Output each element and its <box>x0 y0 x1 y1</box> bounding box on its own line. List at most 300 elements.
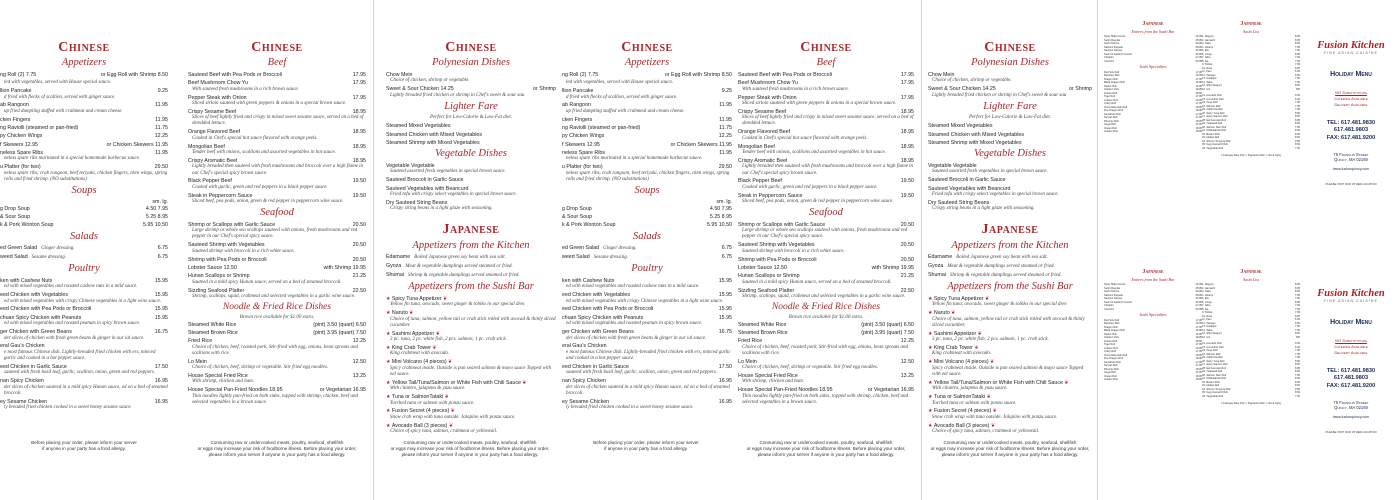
item-name-text: Mini Volcano (4 pieces) <box>391 359 447 366</box>
sushi-price: 18.95 <box>1195 353 1202 357</box>
sushi-name: 33. Alaska Roll <box>1202 136 1220 140</box>
sushi-name: 24. Salmon Roll <box>1202 352 1221 356</box>
sushi-price: 25.95 <box>1195 286 1202 290</box>
item-name: Sauteed Vegetables with Beancurd <box>386 185 469 192</box>
menu-item-row <box>188 257 366 263</box>
item-name: llion Pancake <box>562 88 594 95</box>
sushi-name: Phoenix Roll <box>1104 367 1119 371</box>
menu-item <box>0 278 168 291</box>
sushi-name: 1. Maguro <box>1202 35 1214 39</box>
sushi-name: 22. Cucumber Roll <box>1202 345 1224 349</box>
menu-item <box>188 144 366 157</box>
item-description: With shrimp, chicken and ham. <box>192 379 254 385</box>
menu-item <box>562 364 732 377</box>
menu-item-row <box>188 72 366 78</box>
menu-item-row <box>188 265 366 271</box>
sushi-bar-item <box>928 310 1092 329</box>
poultry-list-2 <box>562 278 732 411</box>
item-price: 15.95 <box>718 314 732 321</box>
sushi-name: 35. Negi Hamachi Roll <box>1202 391 1228 395</box>
menu-item <box>386 200 556 213</box>
sushi-price: 8.50 <box>1294 370 1300 374</box>
cover-top: Fusion Kitchen FINE ASIAN CUISINE Holiday Menu NO Substitutions Catering Available Delivery Available TEL: 617.481.9830 617.481.9803 FAX: 617.481.9200 75 Franklin Street Quincy, MA 02169 www.fusionquincy.com PLEASE VISIT OUR OTHER LOCATION <box>1306 40 1396 187</box>
sushi-bar-item <box>386 359 556 378</box>
item-name: Black Pepper Beef <box>738 178 782 185</box>
item-description: ed with mixed vegetables and roasted cashew nuts in a mild sauce. <box>4 284 138 290</box>
item-name: Crispy Sesame Beef <box>738 108 787 115</box>
sushi-name: 14. Saba <box>1202 328 1213 332</box>
item-name: Lo Mein <box>738 358 757 365</box>
sushi-name: Fusion Roll <box>1104 339 1117 343</box>
item-price: 15.95 <box>154 292 168 299</box>
kitchen-heading-2: Appetizers from the Kitchen <box>951 239 1069 251</box>
sushi-price: 7.50 <box>1294 373 1300 377</box>
sushi-list-row <box>1202 88 1300 92</box>
item-name: Beef Mushroom Chow Yu <box>738 80 798 87</box>
sushi-price: 18.95 <box>1195 130 1202 134</box>
menu-item-row <box>738 72 914 78</box>
item-price: (pint) 3.50 (quart) 6.50 <box>861 321 914 328</box>
sushi-price: 18.95 <box>1195 91 1202 95</box>
item-description: Choice of chicken, beef, roasted pork, Stir-fried with egg, onions, bean sprouts and scallions with rice. <box>192 344 359 356</box>
menu-item <box>738 387 914 406</box>
item-description: With cilantro, jalapeno & yuzu sauce. <box>390 386 466 392</box>
item-name: nan Spicy Chicken <box>562 378 606 385</box>
salad-row <box>0 245 168 252</box>
soup-name: k & Pork Wonton Soup <box>562 222 616 229</box>
sushi-price: 8.95 <box>1294 35 1300 39</box>
salad-row <box>562 254 732 261</box>
hot-spicy-icon: ❦ <box>520 379 527 386</box>
sushi-price: 16.95 <box>1195 84 1202 88</box>
item-name: Mongolian Beef <box>188 143 225 150</box>
item-price: 20.50 <box>352 242 366 249</box>
menu-item <box>738 322 914 328</box>
item-price: or Egg Roll with Shrimp 8.50 <box>664 71 732 78</box>
hot-spicy-icon: ❦ <box>449 408 455 415</box>
item-name: Sauteed Beef with Pea Pods or Broccoli <box>738 71 832 78</box>
sushi-name: Sashimi Regular <box>1104 293 1124 297</box>
menu-sheet-3 <box>922 0 1096 500</box>
item-name: Pepper Steak with Onion <box>738 94 797 101</box>
signature-star-icon: ★ <box>928 295 934 302</box>
menu-item-row <box>562 125 732 131</box>
item-name: ng Roll (2) 7.75 <box>0 71 37 78</box>
item-name-text: Yellow Tail/Tuna/Salmon or White Fish with Chili Sauce <box>391 379 521 386</box>
vegetable-list-2 <box>928 163 1092 212</box>
menu-item <box>386 254 556 261</box>
item-name: Vegetable Vegetable <box>928 162 977 169</box>
menu-item-row <box>0 133 168 139</box>
item-name: ger Chicken with Green Beans <box>0 329 72 336</box>
item-description: Meat & vegetable dumplings served steamed or fried. <box>405 264 513 270</box>
item-name: Mongolian Beef <box>738 143 775 150</box>
menu-item <box>928 86 1092 99</box>
sushi-price: 7.95 <box>1294 101 1300 105</box>
salads-heading: Salads <box>69 230 98 242</box>
menu-item <box>738 242 914 255</box>
sushi-price: 7.50 <box>1294 49 1300 53</box>
item-price: 16.75 <box>154 329 168 336</box>
item-name: Edamame Boiled Japanese green soy bean with sea salt. <box>928 254 1048 261</box>
sushi-name: 36. Vegetable Roll <box>1202 146 1224 150</box>
menu-item <box>188 338 366 357</box>
signature-star-icon: ★ <box>928 379 934 386</box>
soup-row <box>562 214 732 220</box>
sushi-name: 7. Tako <box>1202 56 1211 60</box>
sushi-price: 7.50 <box>1294 77 1300 81</box>
menu-item <box>738 359 914 372</box>
sushi-list-bottom: Japanese Sushi List 1. Maguro 8.95 2. Hamachi 8.95 3. Sake 8.50 4. Hirame 7.95 5. Ebi 7.50 6. Unagi 8.95 7. Tako 7.95 8. Ika 7.50 9. Tobiko 7.95 10. Ikura 8.95 11. Kani 6.95 12. Tamago 6.50 13. Hokkigai 7.50 14. Saba 7.50 15. Shiro Maguro 8.50 16. Uni MP 21. Avocado Roll 6.50 22. Cucumber Roll 6.25 23. Tuna Roll 7.95 24. Salmon Roll 7.95 25. California Roll 7.95 26. Spicy Tuna Roll 8.50 27. Spicy Salmon Roll 8.50 28. Eel Avocado Roll 8.95 29. Yellowtail Roll 8.50 30. Salmon Skin Roll 7.50 31. Philadelphia Roll 8.50 32. Boston Roll 8.25 33. Alaska Roll 8.50 34. Shrimp Tempura Roll 9.50 35. Negi Hamachi Roll 8.50 36. Vegetable Roll 7.50 = Indicates Raw Fish = Signature Dish = Hot & Spicy <box>1202 269 1300 406</box>
soup-row <box>562 222 732 228</box>
sushi-price: 8.95 <box>1294 286 1300 290</box>
item-name: Steak in Peppercorn Sauce <box>188 192 253 199</box>
sushi-price: 25.95 <box>1195 38 1202 42</box>
appetizers-heading: Appetizers <box>61 57 107 69</box>
menu-item <box>562 80 732 86</box>
item-description: led with vegetables, served with House special sauce. <box>4 80 112 86</box>
salads-list-2 <box>562 245 732 261</box>
polynesian-heading-2: Polynesian Dishes <box>971 57 1049 69</box>
menu-item <box>928 123 1092 129</box>
menu-item-row <box>188 330 366 336</box>
soup-size-labels: sm. lg. <box>152 199 168 206</box>
item-description: Meat & vegetable dumplings served steamed or fried. <box>947 264 1055 270</box>
item-description: Thin noodles lightly pan-fried on both sides, topped with shrimp, chicken, beef and selected vegetables in a brown sauce. <box>742 393 908 405</box>
item-description: ed with mixed vegetables with crispy Chinese vegetables in a light wine sauce. <box>566 298 724 304</box>
sushi-name: 12. Tamago <box>1202 73 1216 77</box>
signature-star-icon: ★ <box>928 310 934 317</box>
sushibar-heading-2: Appetizers from the Sushi Bar <box>947 281 1073 293</box>
item-name: Shumai Shrimp & vegetable dumplings served steamed or fried. <box>386 272 520 279</box>
sushi-bar-item <box>928 408 1092 421</box>
sushi-price: 17.95 <box>1195 123 1202 127</box>
item-description: Shrimp, scallops, squid, crabmeat and selected vegetables in a garlic wine sauce. <box>742 293 906 299</box>
item-description: Sliced beef, pea pods, onion, green & red pepper in peppercorn wine sauce. <box>742 199 894 205</box>
item-price: 11.95 <box>155 102 168 109</box>
sushi-price: 8.50 <box>1294 136 1300 140</box>
menu-item <box>738 158 914 177</box>
item-name: llion Pancake <box>0 88 32 95</box>
menu-item-row <box>562 306 732 312</box>
salads-list <box>0 245 168 261</box>
item-description: Sauteed assorted fresh vegetables in special brown sauce. <box>390 169 506 175</box>
sushi-price: 27.95 <box>1195 304 1202 308</box>
sushi-list-row <box>1104 378 1202 382</box>
sushi-list-row <box>1202 395 1300 399</box>
sushi-name: 9. Tobiko <box>1202 311 1213 315</box>
sushi-name: 26. Spicy Tuna Roll <box>1202 111 1225 115</box>
menu-item <box>0 72 168 78</box>
sushi-bar-item <box>928 345 1092 358</box>
sushi-price: 17.95 <box>1195 343 1202 347</box>
sushi-name: Tiger Roll <box>1104 343 1116 347</box>
item-name: Steamed Shrimp with Mixed Vegetables <box>386 139 480 146</box>
sushi-name: Una Don <box>1104 307 1115 311</box>
item-description: Boiled Japanese green soy bean with sea salt. <box>956 255 1048 261</box>
item-name: Steamed White Rice <box>188 321 237 328</box>
menu-item <box>0 306 168 312</box>
item-name: Sizzling Seafood Platter <box>738 287 795 294</box>
item-name: Steamed Brown Rice <box>738 329 788 336</box>
raw-warning-footer-3: Consuming raw or undercooked meats, poultry, seafood, shellfish or eggs may increase your risk of foodborne illness. Before placing your order, please inform your server if anyone in your party has a food allergy. <box>746 440 906 457</box>
item-price: 11.95 <box>719 149 732 156</box>
item-name: Fried Rice <box>738 338 763 345</box>
sushi-price: 36.95 <box>1195 300 1202 304</box>
sushi-name: 3. Sake <box>1202 42 1211 46</box>
item-description: Sliced sirloin sauteed with green peppers & onions in a special brown sauce. <box>742 100 897 106</box>
item-description: Shrimp & vegetable dumplings served steamed or fried. <box>949 273 1062 279</box>
kitchen-list-2 <box>928 254 1092 279</box>
item-name-text: Mini Volcano (4 pieces) <box>933 359 989 366</box>
item-name: u Platter (for two) <box>0 164 41 171</box>
menu-item <box>386 72 556 85</box>
noodle-note-2: Brown rice available for $1.00 extra. <box>788 315 864 321</box>
menu-item <box>0 329 168 342</box>
soup-name: & Sour Soup <box>0 214 31 220</box>
sushi-bar-item <box>928 380 1092 393</box>
sushi-price: 17.95 <box>1195 364 1202 368</box>
menu-item <box>562 72 732 78</box>
sushi-price: 16.95 <box>1195 332 1202 336</box>
sushi-name: Snow Mountain Roll <box>1104 353 1128 357</box>
sushi-name: 16. Uni <box>1202 335 1211 339</box>
item-price: (pint) 3.95 (quart) 7.50 <box>861 329 914 336</box>
sushi-name: 36. Vegetable Roll <box>1202 394 1224 398</box>
item-name: Sauteed Beef with Pea Pods or Broccoli <box>188 71 282 78</box>
holiday-menu-title-2: Holiday Menu <box>1330 319 1372 326</box>
item-price: 15.95 <box>718 306 732 313</box>
beef-panel-2 <box>738 38 914 408</box>
noodle-list <box>188 322 366 406</box>
sushi-price: 6.95 <box>1294 318 1300 322</box>
japanese-heading-2: Japanese <box>981 222 1039 238</box>
item-name: u Platter (for two) <box>562 164 603 171</box>
cover-bottom: Fusion Kitchen FINE ASIAN CUISINE Holiday Menu NO Substitutions Catering Available Delivery Available TEL: 617.481.9830 617.481.9803 FAX: 617.481.9200 75 Franklin Street Quincy, MA 02169 www.fusionquincy.com PLEASE VISIT OUR OTHER LOCATION <box>1306 288 1396 435</box>
noodle-heading: Noodle & Fried Rice Dishes <box>222 302 332 313</box>
item-description: Torched tuna or salmon with ponzu sauce. <box>932 400 1017 406</box>
item-description: 3 pc. tuna, 2 pc. white fish, 2 pcs. salmon, 1 pc. crab stick. <box>390 337 507 343</box>
item-description: Cooked with garlic, green and red peppers in a black pepper sauce. <box>742 184 878 190</box>
hot-spicy-icon: ❦ <box>430 344 437 351</box>
poultry-heading: Poultry <box>68 263 100 275</box>
item-description: Fried tofu with crispy select vegetables in special brown sauce. <box>932 192 1059 198</box>
item-price: 20.50 <box>900 221 914 228</box>
polynesian-list <box>386 72 556 99</box>
item-name: Steamed Shrimp with Mixed Vegetables <box>928 139 1022 146</box>
item-name: House Special Fried Rice <box>188 372 248 379</box>
sushi-bar-item <box>928 296 1092 309</box>
item-name: eed Chicken in Garlic Sauce <box>562 363 629 370</box>
sushi-price: MP <box>1296 87 1300 91</box>
sushi-price: 18.95 <box>1195 339 1202 343</box>
sushi-price: 17.95 <box>1195 95 1202 99</box>
kitchen-list <box>386 254 556 279</box>
item-name: Gyoza Meat & vegetable dumplings served steamed or fried. <box>386 263 513 270</box>
sushi-price: 7.50 <box>1294 146 1300 150</box>
item-name: Black Pepper Beef <box>188 178 232 185</box>
sushi-price: 6.50 <box>1294 73 1300 77</box>
chinese-appetizer-panel-2 <box>562 38 732 413</box>
menu-item <box>0 378 168 397</box>
item-description: King crabmeat with avocado. <box>932 351 992 357</box>
item-description: up fried dumpling stuffed with crabmeat and cream cheese. <box>566 108 685 114</box>
sushi-price: 18.95 <box>1195 126 1202 130</box>
item-name: Steamed Brown Rice <box>188 329 238 336</box>
item-description: Sliced beef, pea pods, onion, green & red pepper in peppercorn wine sauce. <box>192 199 344 205</box>
sushi-name: Sashimi Deluxe <box>1104 297 1123 301</box>
item-description: Choice of spicy tuna, salmon, crabmeat or yellowtail. <box>390 429 498 435</box>
hot-spicy-icon: ❦ <box>1062 379 1069 386</box>
lighter-heading-2: Lighter Fare <box>983 100 1037 112</box>
allergy-footer-2: Before placing your order, please inform your server if anyone in your party has a food allergy. <box>593 440 699 451</box>
sushi-name: 5. Ebi <box>1202 49 1209 53</box>
menu-item <box>188 109 366 128</box>
item-description: Cooked in Chef's special hot sauce flavored with orange peels. <box>192 135 318 141</box>
menu-sheet-4 <box>1098 0 1400 500</box>
item-description: Slices of beef lightly fried and crispy in mixed sweet sesame sauce, served on a bed of shredded lettuce. <box>742 115 914 127</box>
sushi-name: Sunset Roll <box>1104 364 1118 368</box>
item-price: 12.25 <box>154 133 168 140</box>
item-description: Large shrimp or whole sea scallops sauteed with onions, fresh mushrooms and red pepper in our Chef's special spicy sauce. <box>742 228 908 240</box>
sushi-price: 8.50 <box>1294 290 1300 294</box>
sushi-name: 2. Hamachi <box>1202 38 1216 42</box>
item-name: Crispy Sesame Beef <box>188 108 237 115</box>
item-description: d fried with flecks of scallion, served with ginger sauce. <box>566 94 678 100</box>
item-description: der slices of chicken sauteed in a mild spicy Hunan sauce, ed on a bed of steamed broccoli. <box>566 384 730 396</box>
sushi-price: 17.95 <box>1195 112 1202 116</box>
menu-item <box>738 273 914 286</box>
sushi-price: 8.95 <box>1294 300 1300 304</box>
item-name: Vegetable Vegetable <box>386 162 435 169</box>
sushi-name: 15. Shiro Maguro <box>1202 332 1222 336</box>
sushi-name: 25. California Roll <box>1202 356 1223 360</box>
sushi-price: 8.50 <box>1294 332 1300 336</box>
menu-item-row <box>188 387 366 393</box>
soups-list-2 <box>562 199 732 228</box>
phone-numbers: TEL: 617.481.9830 617.481.9803 FAX: 617.481.9200 <box>1326 120 1376 141</box>
sushi-price: 17.95 <box>1195 102 1202 106</box>
salad-row <box>0 254 168 261</box>
sushi-price: 22.95 <box>1195 35 1202 39</box>
menu-item <box>562 142 732 148</box>
sushi-price: 16.95 <box>1195 74 1202 78</box>
item-name-text: King Crab Tower <box>933 344 973 351</box>
sushi-price: 8.50 <box>1294 84 1300 88</box>
sushi-name: Sashimi Deluxe <box>1104 49 1123 53</box>
menu-item-row <box>0 306 168 312</box>
menu-item <box>386 186 556 199</box>
menu-item <box>562 343 732 362</box>
allergy-footer: Before placing your order, please inform your server if anyone in your party has a food allergy. <box>31 440 137 451</box>
menu-item <box>188 330 366 336</box>
menu-item <box>0 80 168 86</box>
chinese-heading-4: Chinese <box>621 40 673 55</box>
menu-item-row <box>0 125 168 131</box>
sushi-name: 6. Unagi <box>1202 52 1212 56</box>
item-price: 12.50 <box>352 358 366 365</box>
raw-warning-footer: Consuming raw or undercooked meats, poultry, seafood, shellfish or eggs may increase your risk of foodborne illness. Before placing your order, please inform your server if anyone in your party has a food allergy. <box>197 440 357 457</box>
menu-item <box>0 88 168 101</box>
menu-item <box>562 378 732 397</box>
sushi-price: 7.95 <box>1294 56 1300 60</box>
sushi-name: 11. Kani <box>1202 318 1212 322</box>
sushi-price: 17.95 <box>1195 318 1202 322</box>
menu-item <box>928 177 1092 183</box>
item-description: Spicy crabmeat inside. Outside is pan seared salmon & mayo sauce Topped with eel sauce. <box>390 365 552 377</box>
item-name-text: Yellow Tail/Tuna/Salmon or White Fish with Chili Sauce <box>933 379 1063 386</box>
lighter-note: Perfect for Low-Calorie & Low-Fat diet. <box>430 115 512 121</box>
item-name-text: Naruto <box>391 310 408 317</box>
sushi-name: Rainbow Roll <box>1104 322 1120 326</box>
sushi-name: 4. Hirame <box>1202 45 1214 49</box>
beef-heading-2: Beef <box>816 57 836 69</box>
sushi-price: 6.25 <box>1294 97 1300 101</box>
item-price: 13.25 <box>900 372 914 379</box>
item-price: or Shrimp <box>1069 86 1092 93</box>
item-description: ed with mixed vegetables and roasted peanuts in spicy brown sauce. <box>4 321 141 327</box>
sushi-name: Volcano Roll <box>1104 336 1119 340</box>
item-name: Sauteed Shrimp with Vegetables <box>188 242 265 249</box>
hot-spicy-icon: ❦ <box>434 330 440 337</box>
menu-item <box>0 142 168 148</box>
menu-item <box>188 178 366 191</box>
signature-star-icon: ★ <box>386 295 392 302</box>
item-price <box>165 343 168 349</box>
item-description: sauteed with fresh basil leaf, garlic, scallion, onion, green and red peppers. <box>4 370 156 376</box>
menu-item <box>188 129 366 142</box>
sushi-price: MP <box>1296 335 1300 339</box>
sushi-price: 6.95 <box>1294 70 1300 74</box>
item-price: 22.50 <box>900 287 914 294</box>
polynesian-list-2 <box>928 72 1092 99</box>
item-name: Crispy Aromatic Beef <box>738 158 788 164</box>
item-description: Tender beef with onions, scallions and assorted vegetables in hot sauce. <box>742 150 886 156</box>
item-name: Sweet & Sour Chicken 14.25 <box>928 86 996 93</box>
item-name: eed Chicken with Vegetables <box>0 292 69 299</box>
polynesian-panel <box>386 38 556 437</box>
menu-item <box>738 257 914 263</box>
sushi-name: Ocean Roll <box>1104 126 1117 130</box>
item-name-text: Sashimi Appetizer <box>933 330 977 337</box>
item-price: or Chicken Skewers 11.95 <box>106 141 168 148</box>
menu-item <box>738 144 914 157</box>
item-price: 18.95 <box>352 108 366 115</box>
signature-star-icon: ★ <box>386 359 392 366</box>
sushi-bar-item <box>928 331 1092 344</box>
item-price: 18.95 <box>352 143 366 150</box>
sushi-name: Rainbow Roll <box>1104 74 1120 78</box>
item-price: or Chicken Skewers 11.95 <box>670 141 732 148</box>
item-price: 15.95 <box>154 314 168 321</box>
salad-row <box>562 245 732 252</box>
item-price: or Vegetarian 16.95 <box>319 387 366 394</box>
item-name: ey Sesame Chicken <box>0 398 48 405</box>
sushi-name: 31. Philadelphia Roll <box>1202 129 1226 133</box>
sushi-price: 8.95 <box>1294 52 1300 56</box>
item-name: Sizzling Seafood Platter <box>188 287 245 294</box>
sushi-name: 11. Kani <box>1202 70 1212 74</box>
noodle-list-2 <box>738 322 914 406</box>
soup-name: g Drop Soup <box>562 205 592 212</box>
item-description: Lightly breaded then sauteed with fresh mushrooms and broccoli over a high flame in our Chef's special spicy brown sauce. <box>192 164 364 176</box>
sushi-name: 33. Alaska Roll <box>1202 384 1220 388</box>
sushi-name: Crazy Roll <box>1104 350 1116 354</box>
sushi-name: 8. Ika <box>1202 59 1209 63</box>
item-description: Thin noodles lightly pan-fried on both sides, topped with shrimp, chicken, beef and selected vegetables in a brown sauce. <box>192 393 358 405</box>
item-name: House Special Pan-Fried Noodles 18.95 <box>188 387 283 394</box>
sushi-name: 3. Sake <box>1202 290 1211 294</box>
